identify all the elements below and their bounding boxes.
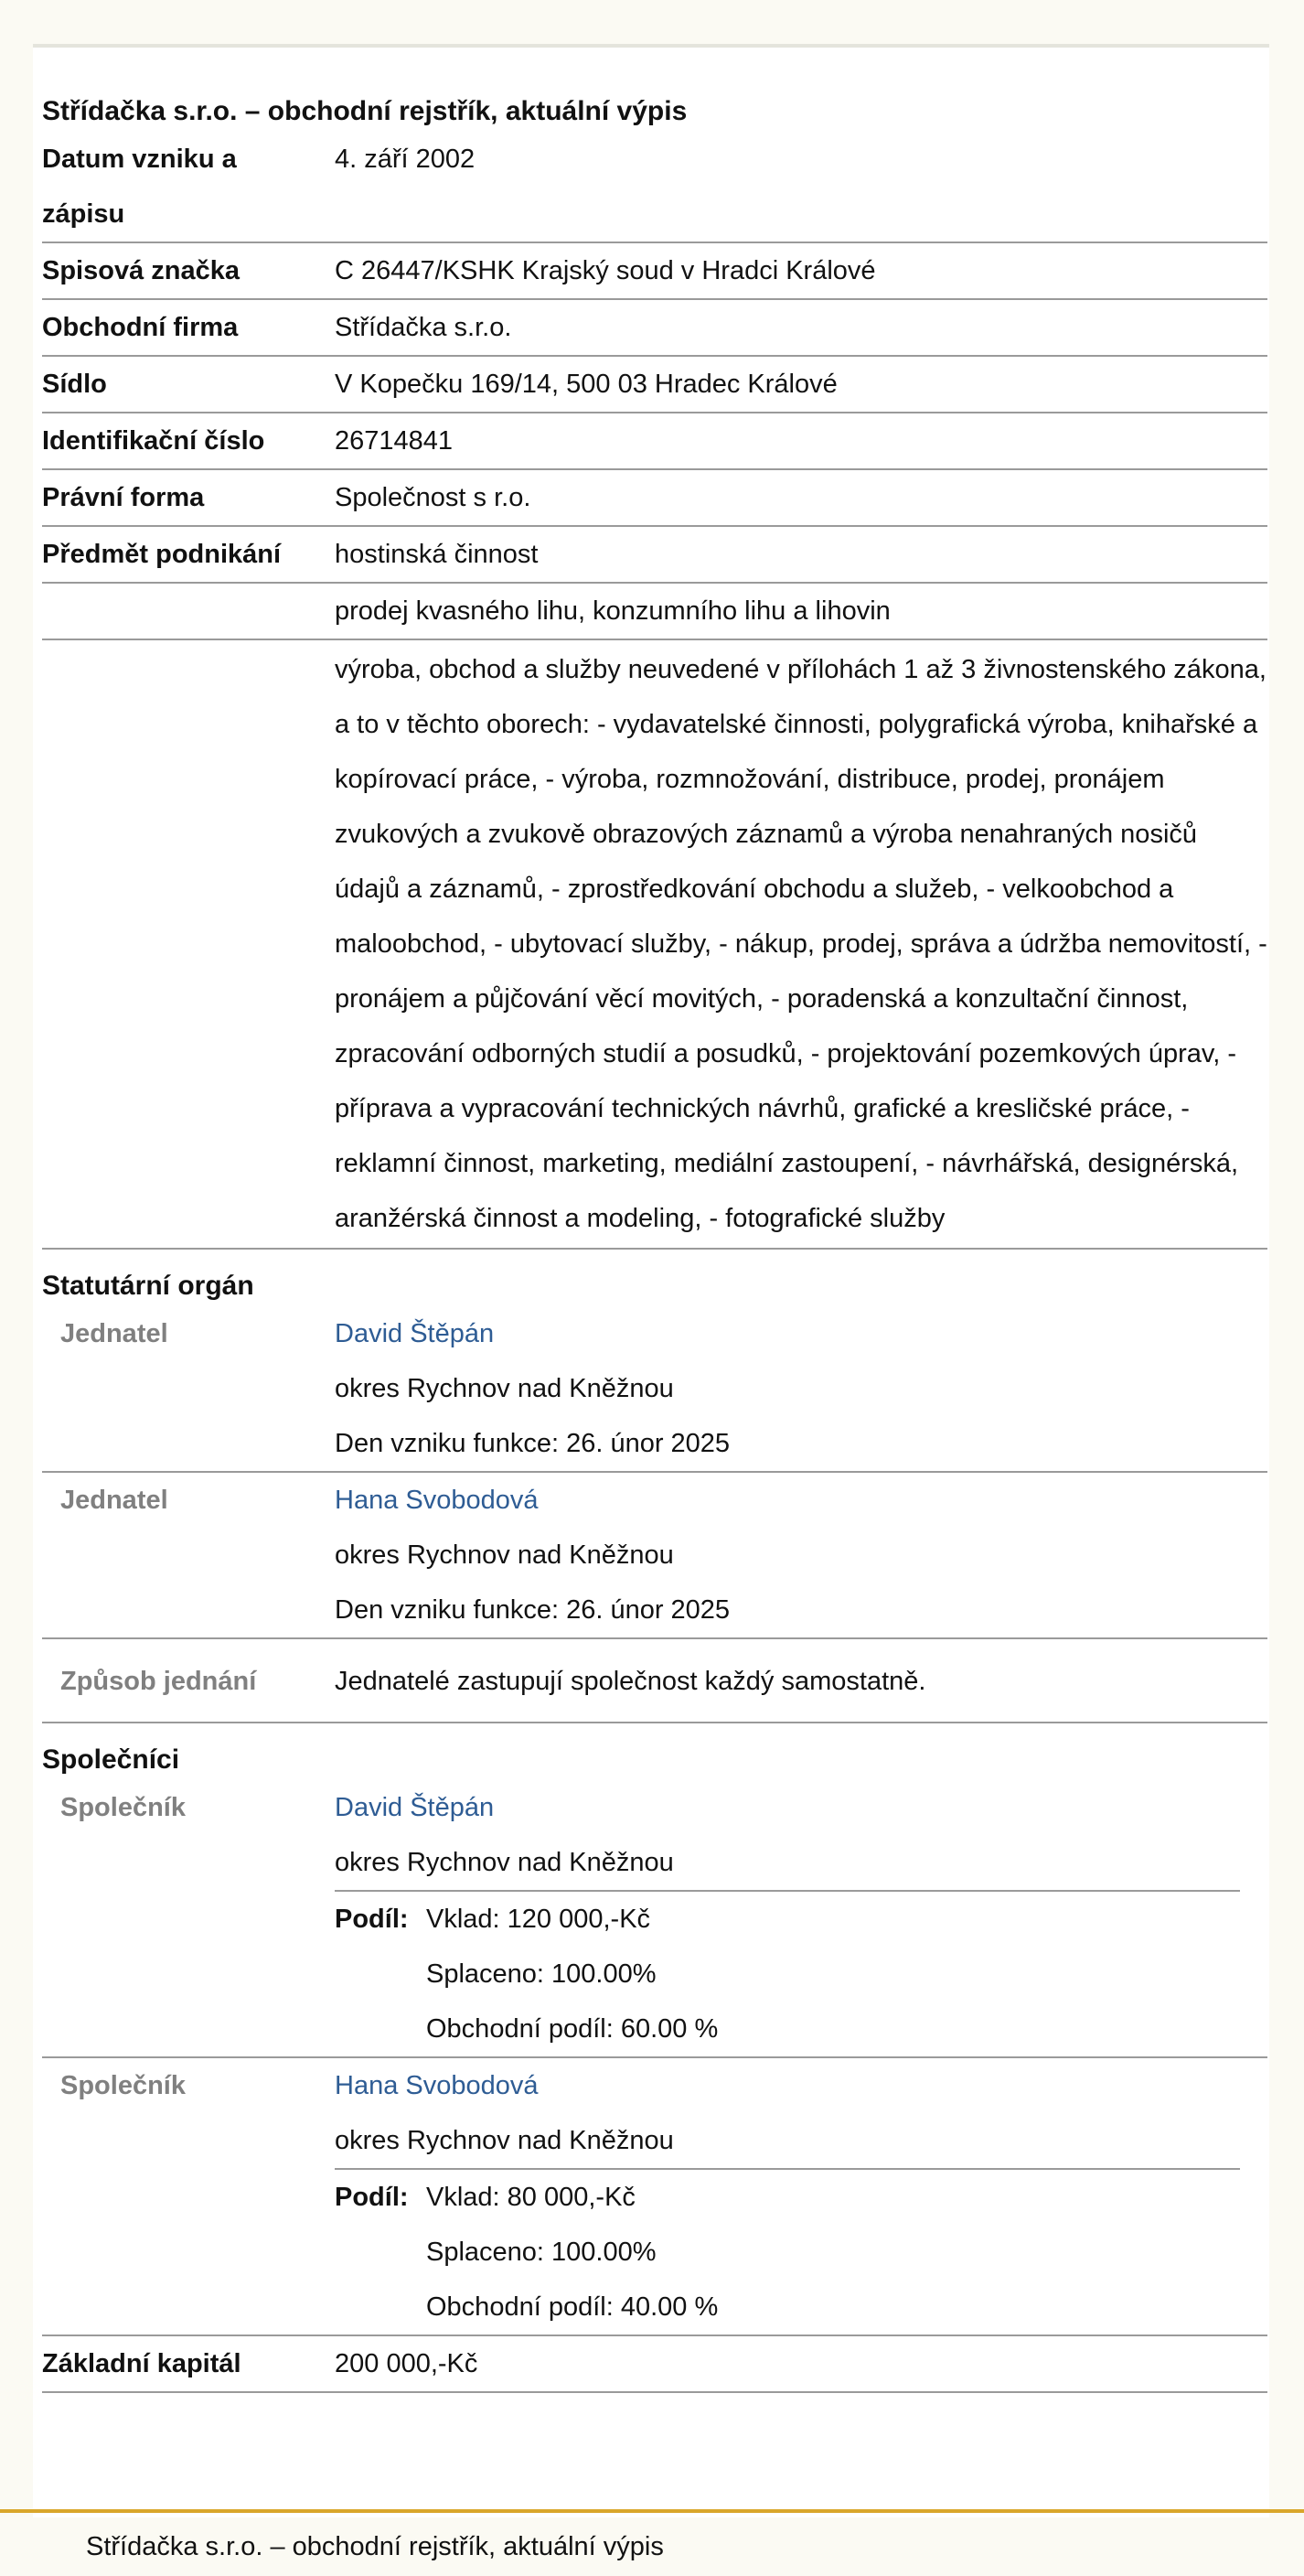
- person-link[interactable]: Hana Svobodová: [335, 2071, 539, 2100]
- forma-label: Právní forma: [42, 483, 205, 512]
- row-spolecnik-2: [42, 2058, 1267, 2336]
- person-link[interactable]: David Štěpán: [335, 1319, 495, 1348]
- person-district: okres Rychnov nad Kněžnou: [335, 1540, 674, 1570]
- row-predmet-3: [42, 640, 1267, 1250]
- person-district: okres Rychnov nad Kněžnou: [335, 2126, 674, 2155]
- ico-label: Identifikační číslo: [42, 426, 265, 456]
- sidlo-value: V Kopečku 169/14, 500 03 Hradec Králové: [335, 370, 838, 399]
- podil-values: [426, 2170, 718, 2334]
- row-datum-vzniku: [42, 132, 1267, 243]
- spolecnik-details: [335, 1780, 1267, 2056]
- document-sheet: [33, 44, 1269, 2517]
- sidlo-label: Sídlo: [42, 370, 107, 399]
- datum-label: Datum vzniku a zápisu: [42, 145, 237, 229]
- section-statutarni-organ: Statutární orgán: [42, 1271, 254, 1301]
- podil-obchodni: Obchodní podíl: 60.00 %: [426, 2014, 719, 2044]
- row-pravni-forma: [42, 470, 1267, 527]
- datum-value: 4. září 2002: [335, 145, 476, 174]
- row-zakladni-kapital: [42, 2336, 1267, 2393]
- podil-vklad: Vklad: 80 000,-Kč: [426, 2183, 636, 2212]
- podil-label: Podíl:: [335, 2183, 409, 2212]
- page-title: Střídačka s.r.o. – obchodní rejstřík, aktuální výpis: [42, 96, 688, 126]
- podil-vklad: Vklad: 120 000,-Kč: [426, 1905, 651, 1934]
- spis-label: Spisová značka: [42, 256, 240, 285]
- forma-value: Společnost s r.o.: [335, 483, 531, 512]
- podil-label: Podíl:: [335, 1905, 409, 1934]
- jednatel-details: [335, 1306, 1267, 1471]
- firma-value: Střídačka s.r.o.: [335, 313, 512, 342]
- podil-block: [335, 2168, 1240, 2334]
- row-jednatel-1: [42, 1306, 1267, 1473]
- row-sidlo: [42, 357, 1267, 413]
- predmet-item: prodej kvasného lihu, konzumního lihu a lihovin: [335, 596, 891, 626]
- row-jednatel-2: [42, 1473, 1267, 1639]
- spis-value: C 26447/KSHK Krajský soud v Hradci Králové: [335, 256, 876, 285]
- podil-values: [426, 1892, 718, 2056]
- person-since: Den vzniku funkce: 26. únor 2025: [335, 1595, 731, 1625]
- row-ico: [42, 413, 1267, 470]
- predmet-label: Předmět podnikání: [42, 540, 282, 569]
- row-obchodni-firma: [42, 300, 1267, 357]
- section-spolecnici: Společníci: [42, 1744, 180, 1775]
- person-link[interactable]: Hana Svobodová: [335, 1486, 539, 1515]
- jednatel-details: [335, 1473, 1267, 1637]
- person-since: Den vzniku funkce: 26. únor 2025: [335, 1429, 731, 1458]
- row-predmet-2: [42, 584, 1267, 640]
- podil-obchodni: Obchodní podíl: 40.00 %: [426, 2292, 719, 2322]
- podil-splaceno: Splaceno: 100.00%: [426, 2238, 657, 2267]
- footer-divider: [0, 2509, 1304, 2513]
- row-predmet-1: [42, 527, 1267, 584]
- ico-value: 26714841: [335, 426, 454, 456]
- row-spisova-znacka: [42, 243, 1267, 300]
- predmet-empty-label: [42, 584, 335, 639]
- jednatel-role: Jednatel: [60, 1319, 168, 1348]
- row-zpusob-jednani: [42, 1639, 1267, 1723]
- firma-label: Obchodní firma: [42, 313, 239, 342]
- jednatel-role: Jednatel: [60, 1486, 168, 1515]
- kapital-value: 200 000,-Kč: [335, 2349, 478, 2378]
- zpusob-value: Jednatelé zastupují společnost každý samostatně.: [335, 1667, 926, 1696]
- predmet-item: hostinská činnost: [335, 540, 539, 569]
- row-spolecnik-1: [42, 1780, 1267, 2058]
- person-link[interactable]: David Štěpán: [335, 1793, 495, 1822]
- footer-text: Střídačka s.r.o. – obchodní rejstřík, aktuální výpis: [86, 2532, 664, 2561]
- registry-extract: [42, 48, 1267, 2393]
- person-district: okres Rychnov nad Kněžnou: [335, 1374, 674, 1403]
- kapital-label: Základní kapitál: [42, 2349, 241, 2378]
- predmet-item: výroba, obchod a služby neuvedené v přílohách 1 až 3 živnostenského zákona, a to v těchto oborech: - vydavatelské činnosti, polygrafická výroba, knihařské a kopírovací práce, - výroba, rozmnožování, distribuce, prodej, pronájem zvukových a zvukově obrazových záznamů a výroba nenahraných nosičů údajů a záznamů, - zprostředkování obchodu a služeb, - velkoobchod a maloobchod, - ubytovací služby, - nákup, prodej, správa a údržba nemovitostí, - pronájem a půjčování věcí movitých, - poradenská a konzultační činnost, zpracování odborných studií a posudků, - projektování pozemkových úprav, - příprava a vypracování technických návrhů, grafické a kresličské práce, - reklamní činnost, marketing, mediální zastoupení, - návrhářská, designérská, aranžérská činnost a modeling, - fotografické služby: [335, 655, 1267, 1233]
- podil-block: [335, 1890, 1240, 2056]
- person-district: okres Rychnov nad Kněžnou: [335, 1848, 674, 1877]
- spolecnik-role: Společník: [60, 2071, 186, 2100]
- zpusob-label: Způsob jednání: [60, 1667, 257, 1696]
- spolecnik-role: Společník: [60, 1793, 186, 1822]
- podil-splaceno: Splaceno: 100.00%: [426, 1959, 657, 1989]
- predmet-empty-label: [42, 640, 335, 1248]
- spolecnik-details: [335, 2058, 1267, 2334]
